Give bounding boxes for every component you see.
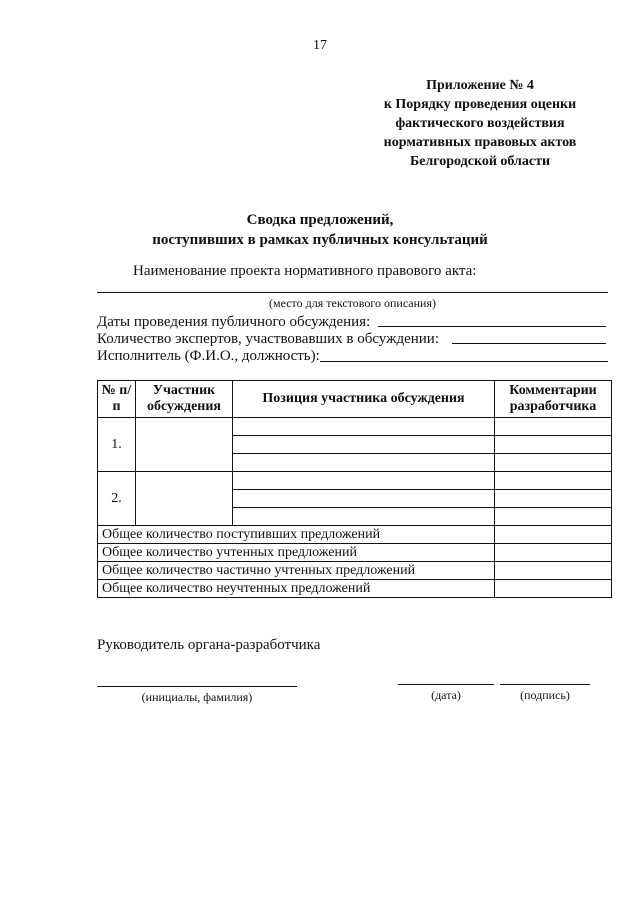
appendix-header: [330, 76, 630, 171]
comment-cell: [495, 472, 612, 490]
comment-cell: [495, 490, 612, 508]
title-line-2: поступивших в рамках публичных консультаций: [152, 232, 488, 248]
participant-cell: [136, 472, 233, 526]
signature-label: (подпись): [520, 688, 570, 702]
summary-label: Общее количество неучтенных предложений: [98, 580, 495, 598]
appendix-line: к Порядку проведения оценки: [383, 97, 577, 112]
page-number: 17: [313, 38, 327, 53]
summary-value: [495, 562, 612, 580]
title-line-1: Сводка предложений,: [246, 212, 394, 228]
summary-value: [495, 580, 612, 598]
table-header-row: [98, 381, 612, 418]
initials-label: (инициалы, фамилия): [141, 690, 253, 704]
appendix-line: фактического воздействия: [395, 116, 565, 131]
header-comments: Комментарии разработчика: [495, 381, 612, 418]
summary-label: Общее количество учтенных предложений: [98, 544, 495, 562]
summary-label: Общее количество поступивших предложений: [98, 526, 495, 544]
executor-line: [320, 361, 608, 362]
project-name-label: Наименование проекта нормативного правового акта:: [133, 263, 477, 279]
document-title: [0, 210, 640, 250]
row-number: 2.: [98, 472, 136, 526]
position-cell: [233, 418, 495, 436]
appendix-line: Белгородской области: [409, 154, 551, 169]
executor-label: Исполнитель (Ф.И.О., должность):: [97, 348, 320, 364]
appendix-line: Приложение № 4: [426, 78, 534, 93]
summary-row: [98, 544, 612, 562]
position-cell: [233, 508, 495, 526]
position-cell: [233, 490, 495, 508]
summary-row: [98, 580, 612, 598]
summary-row: [98, 562, 612, 580]
header-position: Позиция участника обсуждения: [233, 381, 495, 418]
position-cell: [233, 436, 495, 454]
proposals-table: [97, 380, 612, 598]
experts-label: Количество экспертов, участвовавших в обсуждении:: [97, 331, 440, 347]
summary-row: [98, 526, 612, 544]
project-name-line: [97, 292, 608, 293]
comment-cell: [495, 436, 612, 454]
experts-line: [452, 343, 606, 344]
dates-label: Даты проведения публичного обсуждения:: [97, 314, 371, 330]
comment-cell: [495, 508, 612, 526]
text-description-hint: (место для текстового описания): [269, 296, 436, 310]
comment-cell: [495, 454, 612, 472]
position-cell: [233, 454, 495, 472]
participant-cell: [136, 418, 233, 472]
date-label: (дата): [431, 688, 461, 702]
comment-cell: [495, 418, 612, 436]
initials-line: [97, 686, 297, 687]
dates-line: [378, 326, 606, 327]
row-number: 1.: [98, 418, 136, 472]
header-num: № п/п: [98, 381, 136, 418]
summary-label: Общее количество частично учтенных предложений: [98, 562, 495, 580]
appendix-line: нормативных правовых актов: [383, 135, 577, 150]
summary-value: [495, 544, 612, 562]
summary-value: [495, 526, 612, 544]
position-cell: [233, 472, 495, 490]
date-line: [398, 684, 494, 685]
table-row: [98, 472, 612, 490]
signature-line: [500, 684, 590, 685]
table-row: [98, 418, 612, 436]
head-of-developer-label: Руководитель органа-разработчика: [97, 637, 321, 653]
header-participant: Участник обсуждения: [136, 381, 233, 418]
